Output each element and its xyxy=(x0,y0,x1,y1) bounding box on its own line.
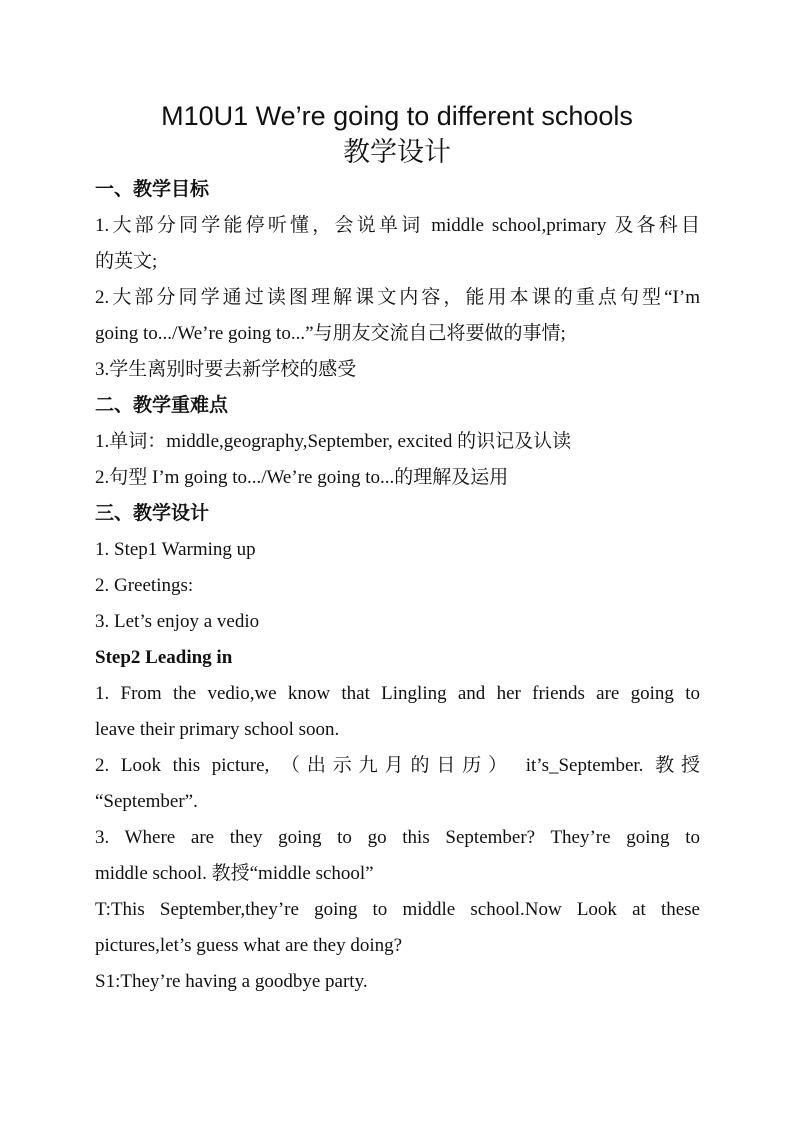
paragraph-line: leave their primary school soon. xyxy=(95,719,340,740)
paragraph-line: 1.单词：middle,geography,September, excited 的识记及认读 xyxy=(95,431,572,452)
paragraph-line: 3.学生离别时要去新学校的感受 xyxy=(95,359,357,380)
section-heading-design: 三、教学设计 xyxy=(95,503,210,524)
paragraph-line: pictures,let’s guess what are they doing? xyxy=(95,935,403,956)
paragraph-line: 2. Look this picture, （出示九月的日历） it’s_September. 教授 xyxy=(95,755,700,776)
step-heading: Step2 Leading in xyxy=(95,647,233,668)
paragraph-line: 3. Let’s enjoy a vedio xyxy=(95,611,260,632)
paragraph-line: going to.../We’re going to...”与朋友交流自己将要做的事情; xyxy=(95,323,566,344)
document-subtitle: 教学设计 xyxy=(343,137,451,167)
paragraph-line: middle school. 教授“middle school” xyxy=(95,863,374,884)
paragraph-line: 3. Where are they going to go this September? They’re going to xyxy=(95,827,700,848)
paragraph-line: 的英文; xyxy=(95,251,158,272)
paragraph-line: T:This September,they’re going to middle school.Now Look at these xyxy=(95,899,700,920)
paragraph-line: “September”. xyxy=(95,791,198,812)
document-title: M10U1 We’re going to different schools xyxy=(161,101,633,131)
paragraph-line: S1:They’re having a goodbye party. xyxy=(95,971,368,992)
section-heading-key-points: 二、教学重难点 xyxy=(95,395,229,416)
section-heading-objectives: 一、教学目标 xyxy=(95,179,210,200)
paragraph-line: 2. Greetings: xyxy=(95,575,194,596)
paragraph-line: 1. Step1 Warming up xyxy=(95,539,256,560)
paragraph-line: 2.句型 I’m going to.../We’re going to...的理解及运用 xyxy=(95,467,509,488)
paragraph-line: 2.大部分同学通过读图理解课文内容，能用本课的重点句型“I’m xyxy=(95,287,700,308)
paragraph-line: 1. From the vedio,we know that Lingling and her friends are going to xyxy=(95,683,700,704)
paragraph-line: 1.大部分同学能停听懂，会说单词 middle school,primary 及各科目 xyxy=(95,215,700,236)
